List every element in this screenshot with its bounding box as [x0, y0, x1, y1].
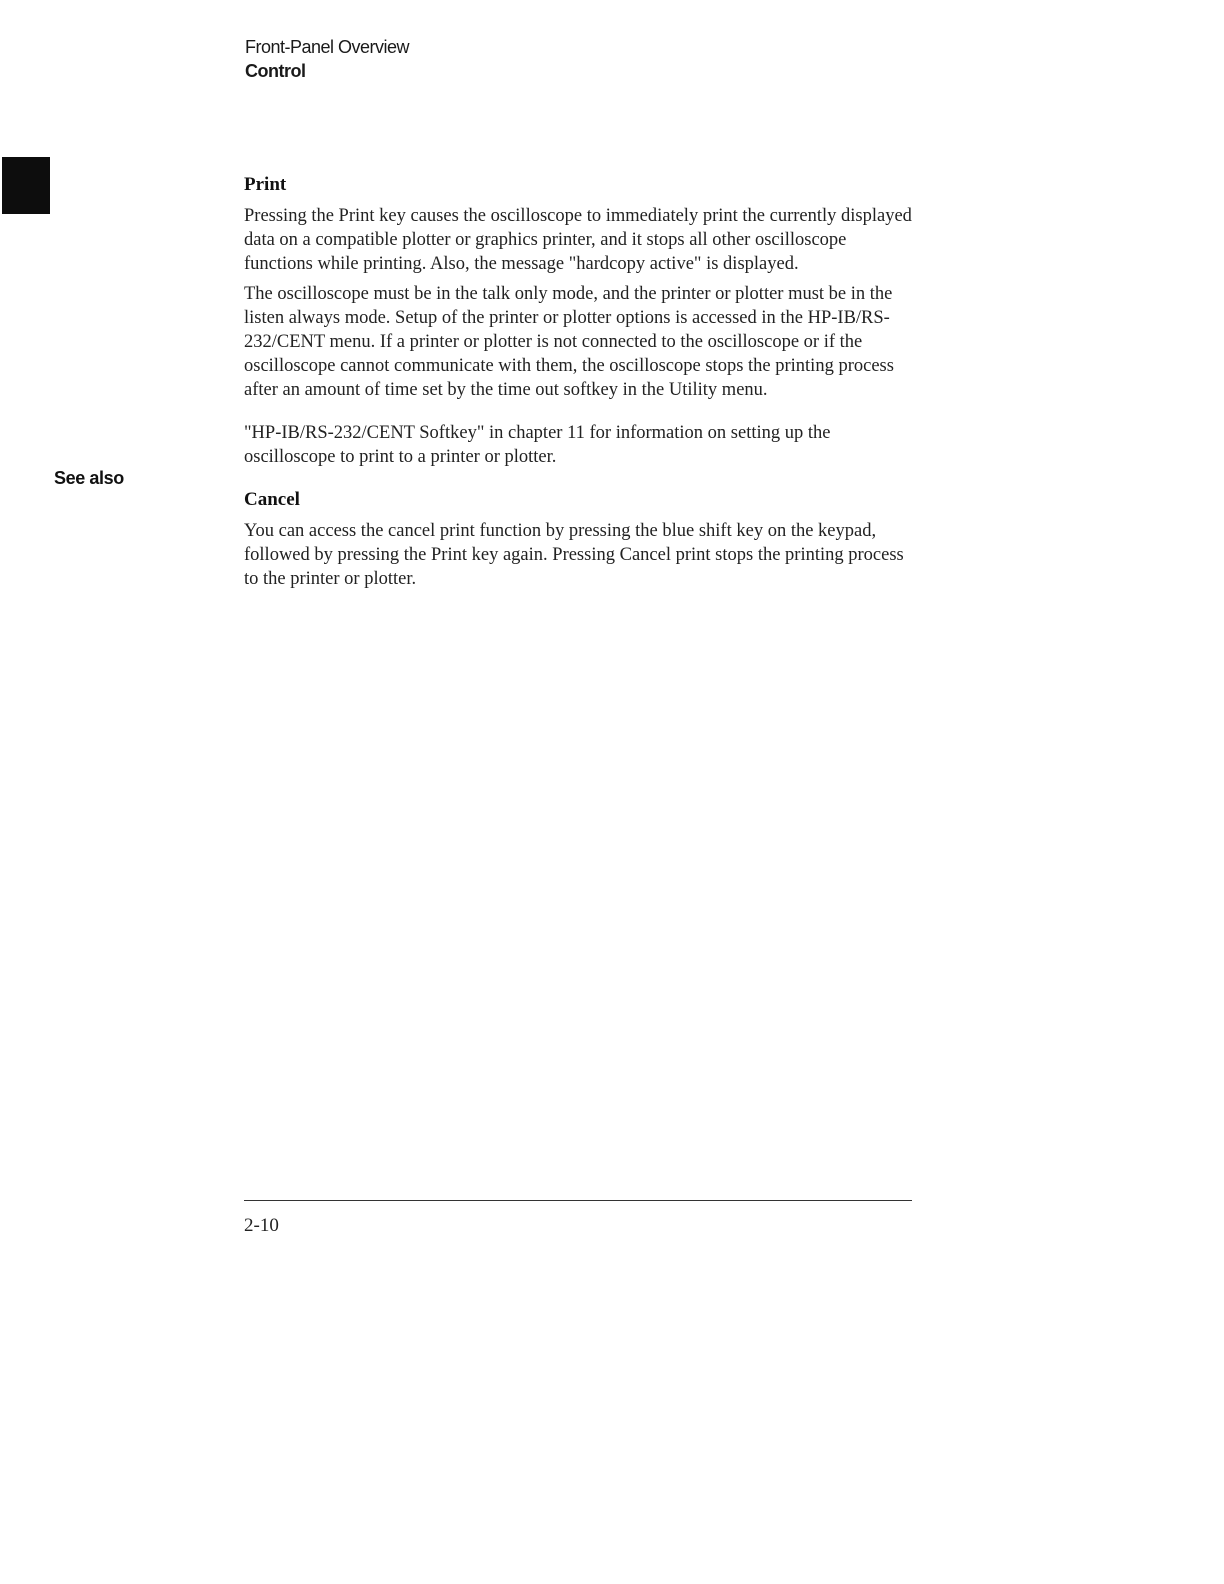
see-also-label: See also [54, 468, 124, 488]
cancel-paragraph: You can access the cancel print function by pressing the blue shift key on the keypad, followed by pressing the Print key again. Pressing Cancel print stops the printing process to the printer or plotter. [244, 521, 904, 589]
chapter-tab-marker [2, 157, 50, 214]
page-number: 2-10 [244, 1215, 279, 1236]
print-heading: Print [244, 174, 287, 195]
cancel-heading: Cancel [244, 489, 300, 510]
see-also-text: "HP-IB/RS-232/CENT Softkey" in chapter 11 for information on setting up the oscilloscope to print to a printer or plotter. [244, 423, 831, 467]
subsection-title: Control [245, 61, 306, 81]
print-paragraph-2: The oscilloscope must be in the talk only mode, and the printer or plotter must be in the listen always mode. Setup of the printer or plotter options is accessed in the HP-IB/RS-232/CENT menu. If a printer or plotter is not connected to the oscilloscope or if the oscilloscope cannot communicate with them, the oscilloscope stops the printing process after an amount of time set by the time out softkey in the Utility menu. [244, 284, 894, 400]
footer-rule [244, 1200, 912, 1201]
running-head [245, 35, 409, 83]
section-title: Front-Panel Overview [245, 37, 410, 57]
print-paragraph-1: Pressing the Print key causes the oscilloscope to immediately print the currently displayed data on a compatible plotter or graphics printer, and it stops all other oscilloscope functions while printing. Also, the message "hardcopy active" is displayed. [244, 206, 912, 274]
main-content [244, 172, 912, 597]
